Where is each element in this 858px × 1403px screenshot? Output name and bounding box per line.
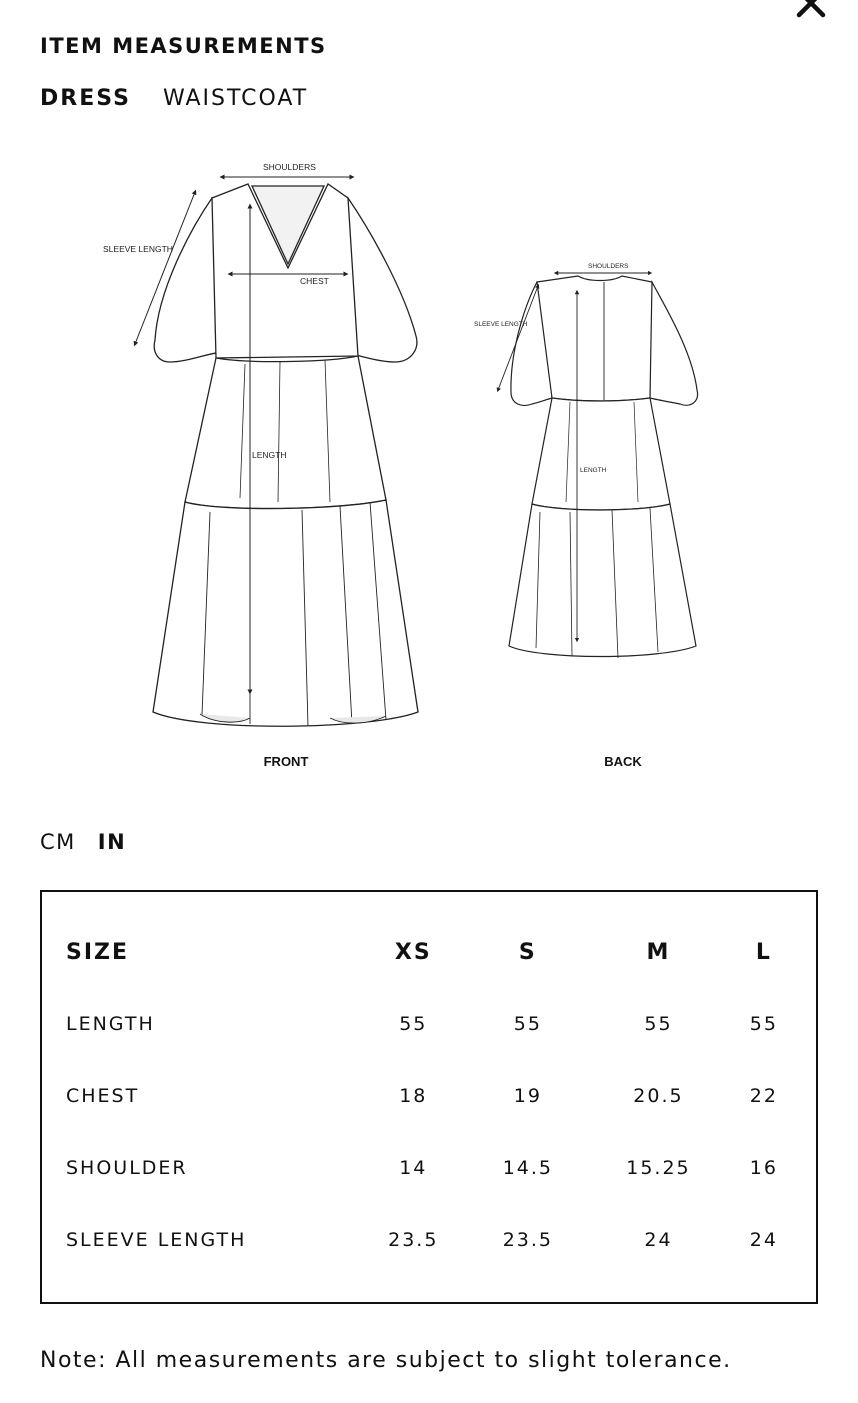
cell: 55 — [513, 1013, 542, 1035]
header-s: S — [518, 939, 537, 965]
tab-waistcoat[interactable]: WAISTCOAT — [162, 86, 309, 111]
cell: 14 — [399, 1157, 428, 1179]
cell: 15.25 — [626, 1157, 691, 1179]
unit-in[interactable]: IN — [97, 830, 127, 854]
cell: 55 — [749, 1013, 778, 1035]
cell: 19 — [513, 1085, 542, 1107]
size-table — [66, 916, 796, 1276]
cell: 55 — [644, 1013, 673, 1035]
back-sleeve-label: SLEEVE LENGTH — [474, 321, 528, 328]
garment-illustration — [40, 140, 782, 802]
table-row — [66, 1204, 796, 1276]
front-sleeve-label: SLEEVE LENGTH — [103, 244, 173, 254]
table-row — [66, 1132, 796, 1204]
header-m: M — [646, 939, 671, 965]
cell: 14.5 — [502, 1157, 553, 1179]
back-view-label: BACK — [604, 754, 642, 769]
unit-toggle — [40, 830, 126, 854]
cell: 24 — [749, 1229, 778, 1251]
unit-cm[interactable]: CM — [40, 830, 76, 854]
back-length-label: LENGTH — [580, 467, 607, 474]
back-shoulders-label: SHOULDERS — [588, 263, 629, 270]
table-row — [66, 1060, 796, 1132]
row-label: LENGTH — [66, 1013, 155, 1035]
row-label: CHEST — [66, 1085, 140, 1107]
cell: 22 — [749, 1085, 778, 1107]
header-size: SIZE — [66, 939, 130, 965]
header-xs: XS — [394, 939, 432, 965]
close-button[interactable] — [794, 0, 828, 20]
header-l: L — [755, 939, 772, 965]
row-label: SLEEVE LENGTH — [66, 1229, 247, 1251]
page-title: ITEM MEASUREMENTS — [40, 34, 327, 58]
cell: 20.5 — [633, 1085, 684, 1107]
size-table-box — [40, 890, 818, 1304]
cell: 18 — [399, 1085, 428, 1107]
front-length-label: LENGTH — [252, 450, 287, 460]
cell: 24 — [644, 1229, 673, 1251]
front-shoulders-label: SHOULDERS — [263, 162, 316, 172]
table-row — [66, 988, 796, 1060]
table-header-row — [66, 916, 796, 988]
garment-tabs — [40, 86, 308, 111]
tolerance-note: Note: All measurements are subject to slight tolerance. — [40, 1348, 732, 1373]
tab-dress[interactable]: DRESS — [40, 86, 131, 111]
cell: 55 — [399, 1013, 428, 1035]
cell: 16 — [749, 1157, 778, 1179]
cell: 23.5 — [502, 1229, 553, 1251]
row-label: SHOULDER — [66, 1157, 188, 1179]
front-chest-label: CHEST — [300, 276, 329, 286]
close-icon — [794, 0, 828, 20]
cell: 23.5 — [388, 1229, 439, 1251]
measurement-diagram — [40, 140, 782, 802]
front-view-label: FRONT — [263, 754, 309, 769]
